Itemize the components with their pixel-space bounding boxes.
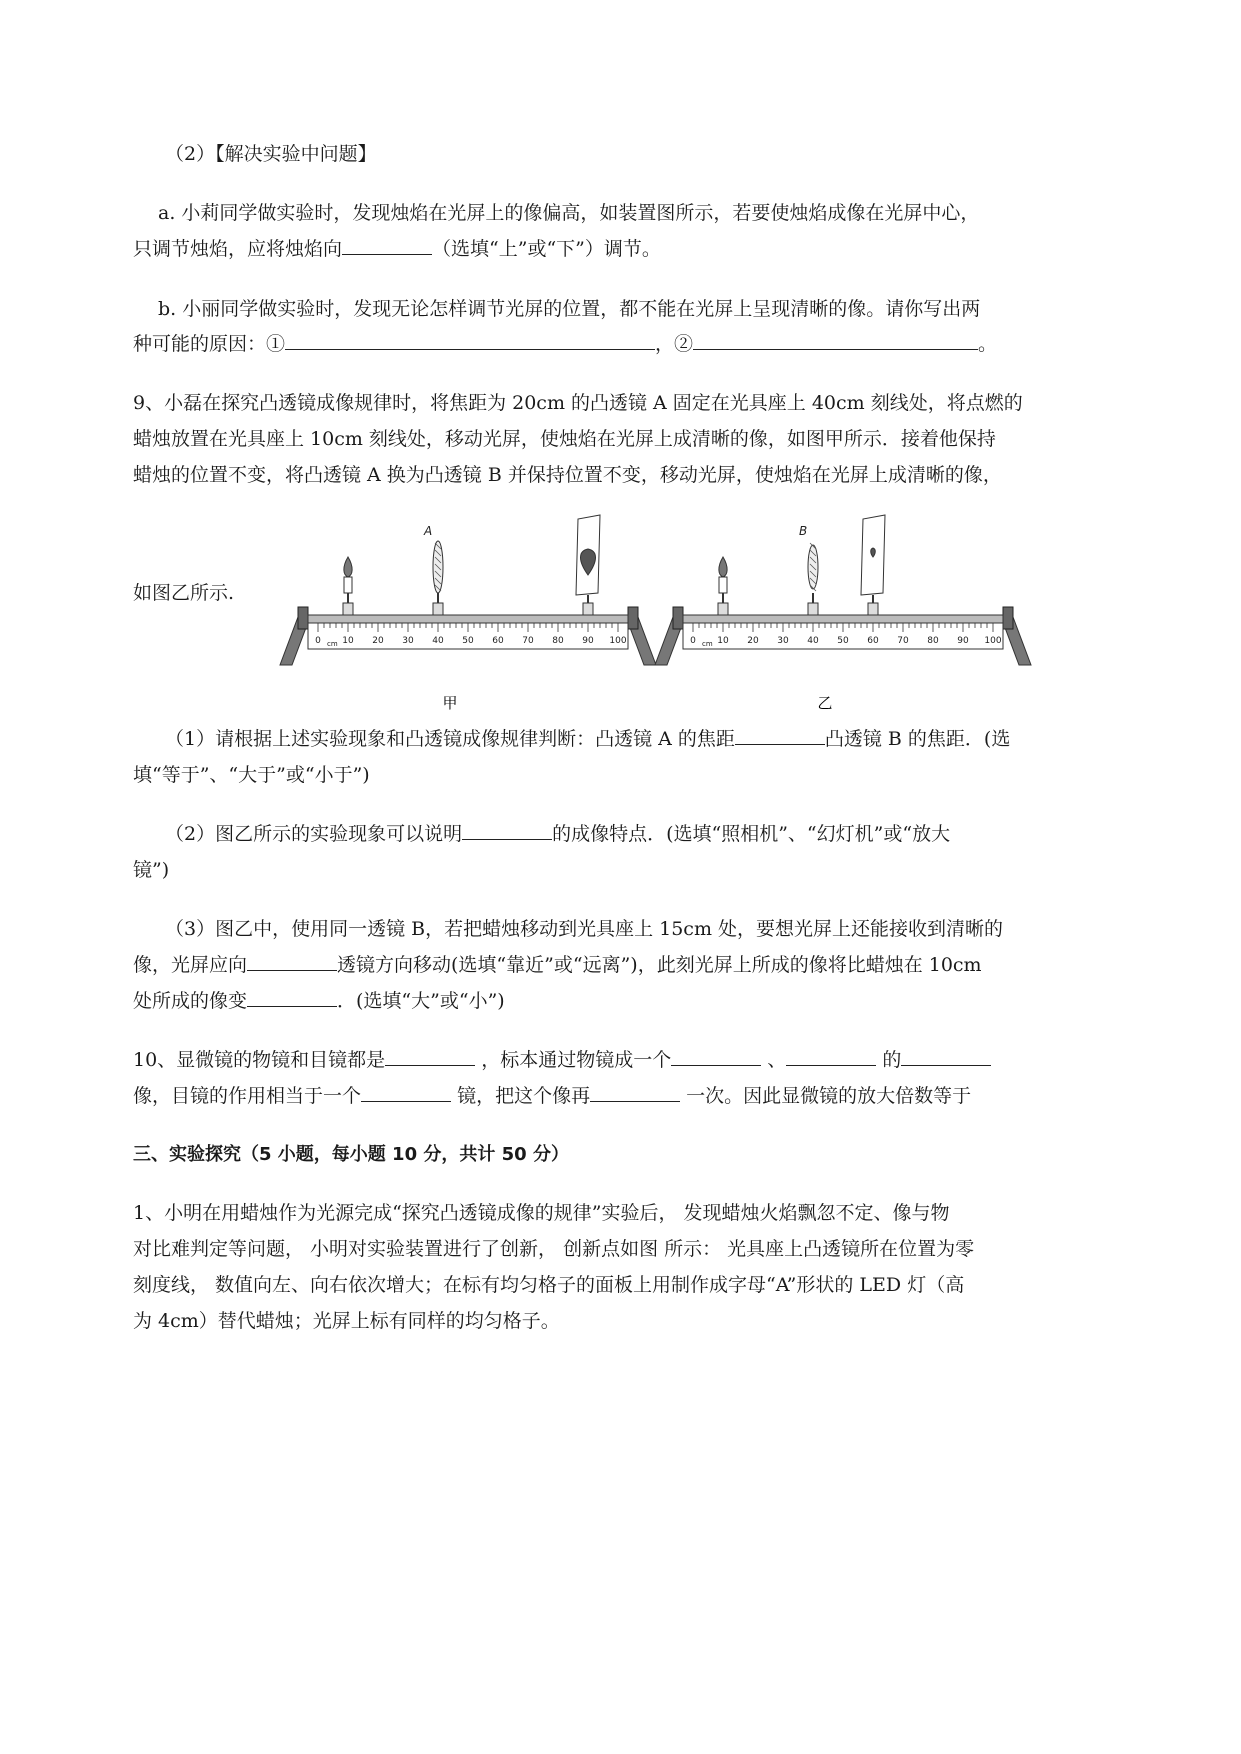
- scale-tick-label: 0: [690, 636, 696, 646]
- scale-tick-label: 40: [432, 636, 444, 646]
- answer-blank[interactable]: [247, 952, 337, 971]
- q10-text-c: 、: [767, 1049, 787, 1071]
- q8-b-line2: [133, 331, 997, 357]
- scale-tick-label: 20: [747, 636, 759, 646]
- s3-q1-line2: 对比难判定等问题， 小明对实验装置进行了创新， 创新点如图 所示： 光具座上凸透镜所在位置为零: [133, 1238, 975, 1260]
- s3-q1-line4: 为 4cm）替代蜡烛；光屏上标有同样的均匀格子。: [133, 1310, 560, 1332]
- scale-tick-label: 100: [609, 636, 627, 646]
- candle-flame: [344, 557, 352, 577]
- optical-bench-jia: [280, 515, 656, 665]
- scale-tick-label: 50: [837, 636, 849, 646]
- candle-holder: [718, 603, 728, 615]
- optical-bench-yi: [655, 515, 1031, 665]
- lens-label: B: [799, 524, 808, 538]
- scale-tick-label: 30: [402, 636, 414, 646]
- answer-blank[interactable]: [590, 1083, 680, 1102]
- figure-caption-yi: 乙: [817, 694, 833, 712]
- section3-heading: 三、实验探究（5 小题，每小题 10 分，共计 50 分）: [133, 1144, 569, 1165]
- scale-tick-label: 90: [957, 636, 969, 646]
- q9-p1-text-pre: （1）请根据上述实验现象和凸透镜成像规律判断：凸透镜 A 的焦距: [165, 728, 735, 750]
- scale-tick-label: 60: [492, 636, 504, 646]
- q9-line2: 蜡烛放置在光具座上 10cm 刻线处，移动光屏，使烛焰在光屏上成清晰的像，如图甲所示．接着他保持: [133, 428, 996, 450]
- q9-line4: 如图乙所示.: [133, 582, 235, 604]
- candle: [719, 577, 727, 593]
- bench-end-block: [1003, 607, 1013, 629]
- q10-text-d: 的: [882, 1049, 902, 1071]
- q9-line1: 9、小磊在探究凸透镜成像规律时，将焦距为 20cm 的凸透镜 A 固定在光具座上 40cm 刻线处，将点燃的: [133, 392, 1023, 414]
- scale-tick-label: 70: [897, 636, 909, 646]
- bench-end-block: [628, 607, 638, 629]
- q8-b-text-post: 。: [978, 333, 998, 355]
- q9-p2-line2: 镜”): [133, 859, 170, 881]
- q8-a-line1: a. 小莉同学做实验时，发现烛焰在光屏上的像偏高，如装置图所示，若要使烛焰成像在光屏中心，: [158, 202, 980, 224]
- scale-tick-label: 10: [717, 636, 729, 646]
- scale-tick-label: 30: [777, 636, 789, 646]
- q10-text-b: ，标本通过物镜成一个: [481, 1049, 672, 1071]
- answer-blank[interactable]: [361, 1083, 451, 1102]
- lens-label: A: [424, 524, 433, 538]
- q9-p2-text-pre: （2）图乙所示的实验现象可以说明: [165, 823, 463, 845]
- q8-part2-heading: （2）【解决实验中问题】: [165, 143, 377, 165]
- answer-blank[interactable]: [342, 236, 432, 255]
- q10-text-g: 一次。因此显微镜的放大倍数等于: [686, 1085, 972, 1107]
- q9-p2-text-post: 的成像特点．(选填“照相机”、“幻灯机”或“放大: [552, 823, 951, 845]
- answer-blank[interactable]: [671, 1047, 761, 1066]
- answer-blank[interactable]: [735, 726, 825, 745]
- q10-text-e: 像，目镜的作用相当于一个: [133, 1085, 362, 1107]
- candle-flame: [719, 557, 727, 577]
- q9-p2-line1: [165, 821, 950, 847]
- optical-bench-figure: [290, 524, 1050, 712]
- scale-tick-label: 10: [342, 636, 354, 646]
- screen-holder: [868, 603, 878, 615]
- scale-tick-label: 0: [315, 636, 321, 646]
- q9-p3-line3: [133, 988, 505, 1014]
- q9-p3-text3-post: ．(选填“大”或“小”): [337, 990, 505, 1012]
- q9-p1-line2: 填“等于”、“大于”或“小于”): [133, 764, 370, 786]
- lens-holder: [433, 603, 443, 615]
- scale-tick-label: 50: [462, 636, 474, 646]
- s3-q1-line1: 1、小明在用蜡烛作为光源完成“探究凸透镜成像的规律”实验后， 发现蜡烛火焰飘忽不定、像与物: [133, 1202, 950, 1224]
- answer-blank[interactable]: [901, 1047, 991, 1066]
- q9-p3-line1: （3）图乙中，使用同一透镜 B，若把蜡烛移动到光具座上 15cm 处，要想光屏上还能接收到清晰的: [165, 918, 1004, 940]
- lens-holder: [808, 603, 818, 615]
- q9-p3-text-pre: 像，光屏应向: [133, 954, 248, 976]
- q10-text-a: 10、显微镜的物镜和目镜都是: [133, 1049, 386, 1071]
- candle: [344, 577, 352, 593]
- scale-tick-label: 80: [552, 636, 564, 646]
- q8-a-line2: [133, 236, 661, 262]
- answer-blank[interactable]: [462, 821, 552, 840]
- bench-rail: [308, 615, 628, 623]
- figure-caption-jia: 甲: [442, 694, 458, 712]
- scale-unit-label: cm: [702, 640, 713, 648]
- q8-a-text-post: （选填“上”或“下”）调节。: [432, 238, 661, 260]
- q8-b-text-mid: ，②: [655, 333, 694, 355]
- q10-text-f: 镜，把这个像再: [457, 1085, 591, 1107]
- q9-line3: 蜡烛的位置不变，将凸透镜 A 换为凸透镜 B 并保持位置不变，移动光屏，使烛焰在光屏上成清晰的像，: [133, 464, 1002, 486]
- q9-p3-text3-pre: 处所成的像变: [133, 990, 248, 1012]
- q8-a-text-pre: 只调节烛焰，应将烛焰向: [133, 238, 343, 260]
- scale-tick-label: 90: [582, 636, 594, 646]
- q10-line2: [133, 1083, 971, 1109]
- screen-holder: [583, 603, 593, 615]
- bench-end-block: [298, 607, 308, 629]
- scale-tick-label: 70: [522, 636, 534, 646]
- q9-p3-text-post: 透镜方向移动(选填“靠近”或“远离”)，此刻光屏上所成的像将比蜡烛在 10cm: [337, 954, 982, 976]
- answer-blank[interactable]: [693, 331, 978, 350]
- answer-blank[interactable]: [247, 988, 337, 1007]
- scale-unit-label: cm: [327, 640, 338, 648]
- scale-tick-label: 80: [927, 636, 939, 646]
- q8-b-line1: b. 小丽同学做实验时，发现无论怎样调节光屏的位置，都不能在光屏上呈现清晰的像。请你写出两: [158, 298, 981, 320]
- answer-blank[interactable]: [385, 1047, 475, 1066]
- answer-blank[interactable]: [786, 1047, 876, 1066]
- candle-holder: [343, 603, 353, 615]
- q8-b-text-pre: 种可能的原因：①: [133, 333, 286, 355]
- bench-end-block: [673, 607, 683, 629]
- bench-rail: [683, 615, 1003, 623]
- s3-q1-line3: 刻度线， 数值向左、向右依次增大；在标有均匀格子的面板上用制作成字母“A”形状的 LED 灯（高: [133, 1274, 965, 1296]
- q9-p1-text-post: 凸透镜 B 的焦距．(选: [824, 728, 1011, 750]
- q10-line1: [133, 1047, 991, 1073]
- scale-tick-label: 40: [807, 636, 819, 646]
- scale-tick-label: 20: [372, 636, 384, 646]
- answer-blank[interactable]: [285, 331, 655, 350]
- scale-tick-label: 100: [984, 636, 1002, 646]
- q9-p3-line2: [133, 952, 982, 978]
- q9-p1-line1: [165, 726, 1010, 752]
- scale-tick-label: 60: [867, 636, 879, 646]
